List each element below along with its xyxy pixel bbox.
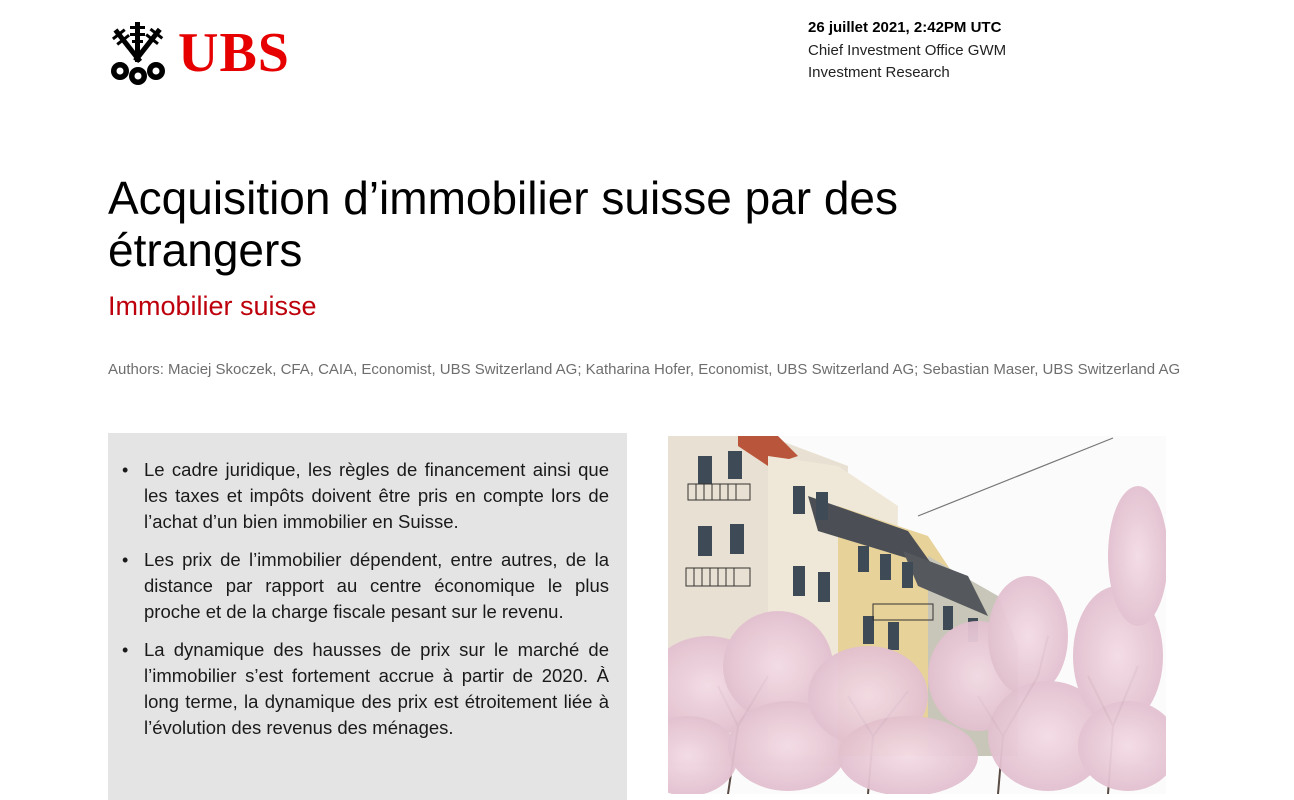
bullet-icon: • [122,550,129,570]
page-subtitle: Immobilier suisse [108,291,317,321]
three-keys-icon [108,18,168,86]
bullet-icon: • [122,640,129,660]
publication-date: 26 juillet 2021, 2:42PM UTC [808,19,1002,36]
page-title: Acquisition d’immobilier suisse par des étrangers [108,172,898,276]
bullet-icon: • [122,460,129,480]
research-line: Investment Research [808,64,950,81]
summary-item [120,457,609,535]
summary-item-text: Le cadre juridique, les règles de financement ainsi que les taxes et impôts doivent être pris en compte lors de l’achat d’un bien immobilier en Suisse. [144,459,609,532]
ubs-logo [108,18,290,86]
summary-item [120,637,609,741]
authors-line: Authors: Maciej Skoczek, CFA, CAIA, Economist, UBS Switzerland AG; Katharina Hofer, Economist, UBS Switzerland AG; Sebastian Maser, UBS Switzerland AG [108,361,1181,378]
cover-photo [668,436,1166,794]
summary-list [120,457,609,741]
summary-item-text: La dynamique des hausses de prix sur le marché de l’immobilier s’est fortement accrue à partir de 2020. À long terme, la dynamique des prix est étroitement liée à l’évolution des revenus des ménages. [144,639,609,738]
publication-meta [808,17,1006,85]
summary-box [108,433,627,800]
department-line: Chief Investment Office GWM [808,41,1007,59]
brand-wordmark: UBS [178,22,290,84]
summary-item [120,547,609,625]
summary-item-text: Les prix de l’immobilier dépendent, entre autres, de la distance par rapport au centre économique le plus proche et de la charge fiscale pesant sur le revenu. [144,549,609,622]
